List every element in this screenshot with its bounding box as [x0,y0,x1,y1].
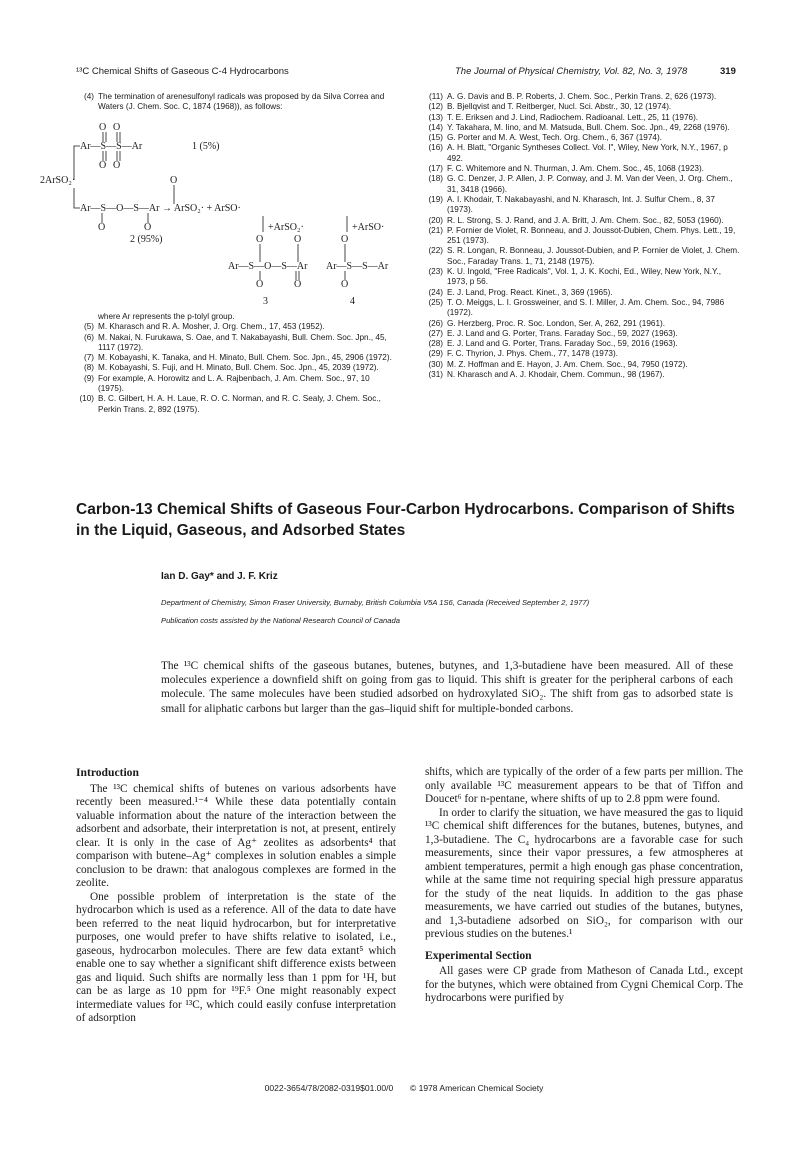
paragraph: All gases were CP grade from Matheson of Canada Ltd., except for the butynes, which were obtained from Cygni Chemical Corp. The hydrocarbons were purified by [425,965,743,1004]
reference-text: For example, A. Horowitz and L. A. Rajbenbach, J. Am. Chem. Soc., 97, 10 (1975). [98,373,370,394]
footer-code: 0022-3654/78/2082-0319$01.00/0 [264,1083,394,1093]
reference-item [76,394,394,415]
reference-text: T. O. Meiggs, L. I. Grossweiner, and S. I. Miller, J. Am. Chem. Soc., 94, 7986 (1972). [447,297,725,318]
reference-item [425,92,743,102]
scheme-product-4: Ar—S—S—Ar [326,261,389,272]
reference-text: G. Porter and M. A. West, Tech. Org. Chem., 6, 367 (1974). [447,133,662,143]
reference-text: G. C. Denzer, J. P. Allen, J. P. Conway, and J. M. Van der Veen, J. Org. Chem., 31, 3418 (1966). [447,174,733,194]
refs-left-top [76,92,394,113]
reference-text: R. L. Strong, S. J. Rand, and J. A. Britt, J. Am. Chem. Soc., 82, 5053 (1960). [447,215,724,225]
paragraph: The ¹³C chemical shifts of butenes on various adsorbents have recently been measured.¹⁻⁴ While these data potentially contain valuable information about the nature of the interaction between the adsorbent and adsorbate, their interpretation is not, at present, entirely clear. It is only in the case of Ag⁺ zeolites as adsorbents⁴ that comparison with butene–Ag⁺ complexes in solution enables a simple conclusion to be drawn: that analogous complexes are formed in the zeolite. [76,782,396,889]
scheme-plus-arso: +ArSO· [352,222,385,233]
reference-number: (23) [428,267,443,277]
reference-item [425,246,743,267]
reference-item [425,113,743,123]
article-authors: Ian D. Gay* and J. F. Kriz [161,571,278,582]
reference-number: (13) [428,112,443,122]
reference-item [425,339,743,349]
reference-text: S. R. Longan, R. Bonneau, J. Joussot-Dubien, and P. Fornier de Violet, J. Chem. Soc., Faraday Trans. 1, 71, 2148 (1975). [447,246,740,266]
scheme-reactant: 2ArSO₂· [40,175,76,186]
reference-item [425,226,743,247]
reference-text: A. H. Blatt, "Organic Syntheses Collect. Vol. I", Wiley, New York, N.Y., 1967, p 492. [447,143,728,163]
scheme-oxygen: O [98,222,106,233]
reference-text: K. U. Ingold, "Free Radicals", Vol. 1, J. K. Kochi, Ed., Wiley, New York, N.Y., 1973, p 56. [447,267,721,287]
reference-item [425,133,743,143]
scheme-label-3: 3 [263,296,268,307]
reference-number: (30) [428,359,443,369]
reference-number: (20) [428,215,443,225]
author-affiliation: Department of Chemistry, Simon Fraser University, Burnaby, British Columbia V5A 1S6, Canada (Received September 2, 1977) [161,598,590,607]
scheme-oxygen: O [294,234,302,245]
reference-item [425,298,743,319]
reference-item [425,216,743,226]
reference-number: (14) [428,122,443,132]
reference-text: E. J. Land, Prog. React. Kinet., 3, 369 (1965). [447,287,613,297]
reference-item [425,123,743,133]
reference-text: A. G. Davis and B. P. Roberts, J. Chem. Soc., Perkin Trans. 2, 626 (1973). [447,92,717,101]
reference-number: (12) [428,102,443,112]
scheme-bonds [44,118,419,308]
refs-left-bottom [76,312,394,415]
scheme-oxygen: O [170,175,178,186]
scheme-oxygen: O [294,279,302,290]
reference-item [425,329,743,339]
reference-number: (16) [428,143,443,153]
reference-text: G. Herzberg, Proc. R. Soc. London, Ser. A, 262, 291 (1961). [447,318,665,328]
reference-text: N. Kharasch and A. J. Khodair, Chem. Commun., 98 (1967). [447,370,665,380]
scheme-product-1-label: 1 (5%) [192,141,220,152]
reference-item [425,267,743,288]
reference-text: A. I. Khodair, T. Nakabayashi, and N. Kharasch, Int. J. Sulfur Chem., 8, 37 (1973). [447,194,715,215]
reference-item [425,102,743,112]
reference-number: (29) [428,349,443,359]
scheme-plus-arso2: +ArSO₂· [268,222,304,233]
footer-copyright: © 1978 American Chemical Society [409,1083,544,1093]
scheme-oxygen: O [256,234,264,245]
reference-item [76,333,394,354]
reference-number: (10) [79,394,94,404]
reference-item [425,288,743,298]
reference-text: E. J. Land and G. Porter, Trans. Faraday Soc., 59, 2016 (1963). [447,339,678,349]
where-note: where Ar represents the p-tolyl group. [98,312,235,321]
scheme-oxygen: O [341,234,349,245]
scheme-product-2-label: 2 (95%) [130,234,163,245]
reference-number: (11) [429,92,443,101]
reference-text: F. C. Thyrion, J. Phys. Chem., 77, 1478 (1973). [447,349,618,359]
page-footer [0,1083,808,1093]
reference-text: M. Kobayashi, K. Tanaka, and H. Minato, Bull. Chem. Soc. Jpn., 45, 2906 (1972). [98,353,392,363]
reference-number: (28) [428,339,443,349]
reference-text: M. Z. Hoffman and E. Hayon, J. Am. Chem. Soc., 94, 7950 (1972). [447,359,688,369]
reference-text: The termination of arenesulfonyl radicals was proposed by da Silva Correa and Waters (J. Chem. Soc. C, 1874 (1968)), as follows: [98,92,385,112]
reaction-scheme [40,118,419,308]
scheme-label-4: 4 [350,296,355,307]
scheme-oxygen: O [99,160,107,171]
reference-text: M. Nakai, N. Furukawa, S. Oae, and T. Nakabayashi, Bull. Chem. Soc. Jpn., 45, 1117 (1972). [98,332,387,352]
reference-text: M. Kharasch and R. A. Mosher, J. Org. Chem., 17, 453 (1952). [98,322,325,332]
article-abstract: The ¹³C chemical shifts of the gaseous butanes, butenes, butynes, and 1,3-butadiene have been measured. All of these molecules experience a downfield shift on going from gas to liquid. This shift is greater for the peripheral carbons of each molecule. The same molecules have been studied adsorbed on hydroxylated SiO₂. The shift from gas to adsorbed state is small for aliphatic carbons but larger than the gas–liquid shift for multiple-bonded carbons. [161,660,733,715]
scheme-oxygen: O [113,122,121,133]
reference-item [76,322,394,332]
reference-number: (26) [428,318,443,328]
reference-text: F. C. Whitemore and N. Thurman, J. Am. Chem. Soc., 45, 1068 (1923). [447,164,704,174]
reference-item [76,363,394,373]
reference-text: E. J. Land and G. Porter, Trans. Faraday Soc., 59, 2027 (1963). [447,328,678,338]
scheme-product-2: Ar—S—O—S—Ar → ArSO₂· + ArSO· [80,203,241,214]
reference-item [76,92,394,113]
reference-text: Y. Takahara, M. Iino, and M. Matsuda, Bull. Chem. Soc. Jpn., 49, 2268 (1976). [447,122,730,132]
reference-number: (25) [428,297,443,307]
publication-costs-note: Publication costs assisted by the National Research Council of Canada [161,616,400,625]
scheme-product-3: Ar—S—O—S—Ar [228,261,308,272]
reference-number: (9) [83,373,94,383]
paragraph: One possible problem of interpretation is the state of the hydrocarbon which is used as a reference. All of the data to date have been referred to the neat liquid hydrocarbon, but for interpretative purposes, one would prefer to have shifts relative to isolated, i.e., gaseous, hydrocarbon molecules. There are few data extant⁵ which enable one to say whether a significant shift difference exists between gas and liquid. Such shifts are normally less than 1 ppm for ¹H, but can be as large as 10 ppm for ¹⁹F.⁵ One might reasonably expect intermediate values for ¹³C, which could easily confuse interpretation of adsorption [76,890,396,1024]
reference-number: (31) [428,370,443,380]
reference-item [425,319,743,329]
reference-text: M. Kobayashi, S. Fuji, and H. Minato, Bull. Chem. Soc. Jpn., 45, 2039 (1972). [98,363,379,373]
reference-number: (27) [428,328,443,338]
body-column-right [425,766,743,1006]
reference-item [425,360,743,370]
reference-number: (24) [428,287,443,297]
reference-text: B. C. Gilbert, H. A. H. Laue, R. O. C. Norman, and R. C. Sealy, J. Chem. Soc., Perkin Trans. 2, 892 (1975). [98,394,381,414]
scheme-oxygen: O [99,122,107,133]
reference-number: (5) [83,322,94,332]
reference-number: (19) [428,194,443,204]
reference-item [76,374,394,395]
reference-text: T. E. Eriksen and J. Lind, Radiochem. Radioanal. Lett., 25, 11 (1976). [447,112,699,122]
reference-item [425,143,743,164]
scheme-oxygen: O [341,279,349,290]
reference-number: (6) [83,332,94,342]
reference-number: (18) [428,174,443,184]
reference-number: (15) [428,133,443,143]
refs-right [425,92,743,380]
scheme-oxygen: O [113,160,121,171]
page-number: 319 [720,66,736,77]
reference-text: P. Fornier de Violet, R. Bonneau, and J. Joussot-Dubien, Chem. Phys. Lett., 19, 251 (1973). [447,225,736,246]
reference-item [425,370,743,380]
section-heading-introduction: Introduction [76,766,139,779]
reference-number: (4) [83,92,94,101]
running-header-journal: The Journal of Physical Chemistry, Vol. 82, No. 3, 1978 [455,66,688,77]
body-column-left [76,766,396,1026]
reference-item [425,174,743,195]
reference-number: (21) [428,225,443,235]
reference-number: (7) [83,353,94,363]
reference-item [425,349,743,359]
scheme-oxygen: O [144,222,152,233]
paragraph: In order to clarify the situation, we have measured the gas to liquid ¹³C chemical shift differences for the butanes, butenes, butynes, and 1,3-butadiene. The C₄ hydrocarbons are a favorable case for such measurements, since their vapor pressures, a few atmospheres at ambient temperatures, permit a high enough gas phase concentration, while at the same time not requiring special high pressure apparatus for the study of the neat liquids. In addition to the gas phase measurements, we have carried out studies of the butanes, butynes, and 1,3-butadiene adsorbed on SiO₂, for comparison with our previous studies on the butenes.¹ [425,806,743,940]
running-header-left: ¹³C Chemical Shifts of Gaseous C-4 Hydrocarbons [76,66,289,77]
reference-number: (22) [428,246,443,256]
reference-item [425,195,743,216]
reference-number: (8) [83,363,94,373]
scheme-oxygen: O [256,279,264,290]
scheme-product-1: Ar—S—S—Ar [80,141,143,152]
paragraph: shifts, which are typically of the order of a few parts per million. The only available ¹³C measurement appears to be that of Tiffon and Doucet⁶ for n-pentane, where shifts of up to 2.8 ppm were found. [425,766,743,805]
section-heading-experimental: Experimental Section [425,948,532,962]
article-title: Carbon-13 Chemical Shifts of Gaseous Four-Carbon Hydrocarbons. Comparison of Shifts in the Liquid, Gaseous, and Adsorbed States [76,501,735,539]
reference-text: B. Bjellqvist and T. Reitberger, Nucl. Sci. Abstr., 30, 12 (1974). [447,102,672,112]
reference-number: (17) [428,164,443,174]
reference-item [425,164,743,174]
reference-item [76,353,394,363]
